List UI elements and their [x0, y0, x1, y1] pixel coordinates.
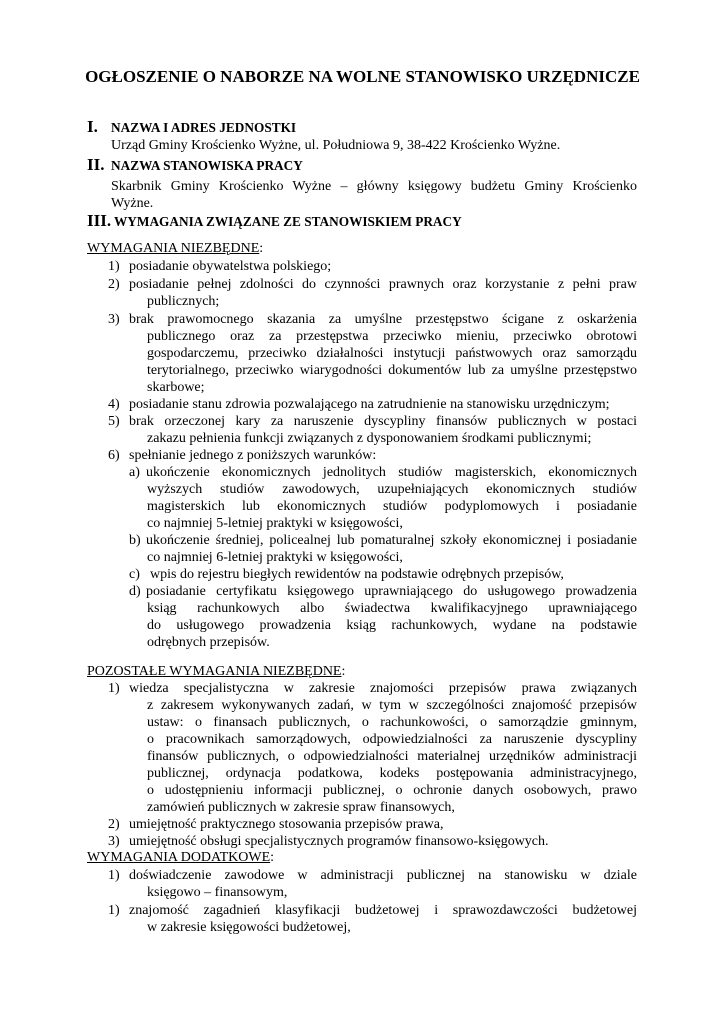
subitem-text: magisterskich lub ekonomicznych studiów podyplomowych i posiadanie: [147, 499, 637, 514]
item-text: w zakresie księgowości budżetowej,: [147, 920, 351, 935]
item-number: 5): [108, 414, 120, 429]
subitem-letter: b): [129, 533, 141, 548]
requirements-heading: [87, 663, 345, 680]
item-number: 6): [108, 448, 120, 463]
item-text: brak prawomocnego skazania za umyślne przestępstwo ścigane z oskarżenia: [129, 312, 637, 327]
subitem-text: wyższych studiów zawodowych, uzupełniających ekonomicznych studiów: [147, 482, 637, 497]
item-text: umiejętność praktycznego stosowania przepisów prawa,: [129, 817, 444, 832]
section-title: NAZWA I ADRES JEDNOSTKI: [111, 120, 297, 135]
subitem-text: wpis do rejestru biegłych rewidentów na podstawie odrębnych przepisów,: [150, 567, 564, 582]
subitem-letter: d): [129, 584, 141, 599]
heading-text: POZOSTAŁE WYMAGANIA NIEZBĘDNE: [87, 664, 342, 679]
item-text: księgowo – finansowym,: [147, 885, 288, 900]
item-text: posiadanie stanu zdrowia pozwalającego na zatrudnienie na stanowisku urzędniczym;: [129, 397, 610, 412]
item-text: o udostępnieniu informacji publicznej, o ochronie danych osobowych, prawo: [147, 783, 637, 798]
item-text: znajomość zagadnień klasyfikacji budżetowej i sprawozdawczości budżetowej: [129, 903, 637, 918]
item-number: 4): [108, 397, 120, 412]
section-text: Skarbnik Gminy Krościenko Wyżne – główny księgowy budżetu Gminy Krościenko: [111, 179, 637, 194]
item-text: z zakresem wykonywanych zadań, w tym w szczególności znajomość przepisów: [147, 698, 637, 713]
requirements-heading: [87, 240, 263, 257]
subitem-letter: a): [129, 465, 140, 480]
item-text: terytorialnego, przeciwko wiarygodności dokumentów lub za umyślne przestępstwo: [147, 363, 637, 378]
item-number: 3): [108, 834, 120, 849]
item-text: gospodarczemu, przeciwko działalności instytucji państwowych oraz samorządu: [147, 346, 637, 361]
subitem-text: co najmniej 6-letniej praktyki w księgowości,: [147, 550, 403, 565]
item-text: brak orzeczonej kary za naruszenie dyscypliny finansów publicznych w postaci: [129, 414, 637, 429]
subitem-text: odrębnych przepisów.: [147, 635, 270, 650]
heading-text: WYMAGANIA DODATKOWE: [87, 850, 271, 865]
item-text: posiadanie obywatelstwa polskiego;: [129, 259, 332, 274]
item-text: o pracownikach samorządowych, odpowiedzialności za naruszenie dyscypliny: [147, 732, 637, 747]
section-number: III.: [87, 211, 112, 230]
heading-colon: :: [341, 664, 346, 679]
item-number: 1): [108, 868, 120, 883]
item-text: ustaw: o finansach publicznych, o rachunkowości, o samorządzie gminnym,: [147, 715, 637, 730]
item-text: umiejętność obsługi specjalistycznych programów finansowo-księgowych.: [129, 834, 549, 849]
heading-colon: :: [270, 850, 275, 865]
item-text: zakazu pełnienia funkcji związanych z dysponowaniem środkami publicznymi;: [147, 431, 592, 446]
item-number: 1): [108, 259, 120, 274]
subitem-text: do usługowego prowadzenia ksiąg rachunkowych, wydane na podstawie: [147, 618, 637, 633]
subitem-text: co najmniej 5-letniej praktyki w księgowości,: [147, 516, 403, 531]
section-number: II.: [87, 155, 105, 174]
item-text: publicznego oraz za przestępstwa przeciwko mieniu, przeciwko obrotowi: [147, 329, 637, 344]
subitem-text: ukończenie ekonomicznych jednolitych studiów magisterskich, ekonomicznych: [146, 465, 637, 480]
item-number: 1): [108, 681, 120, 696]
subitem-text: ksiąg rachunkowych albo świadectwa kwalifikacyjnego uprawniającego: [147, 601, 637, 616]
section-title: WYMAGANIA ZWIĄZANE ZE STANOWISKIEM PRACY: [114, 214, 462, 229]
section-text: Wyżne.: [111, 196, 154, 211]
item-text: spełnianie jednego z poniższych warunków:: [129, 448, 377, 463]
item-number: 3): [108, 312, 120, 327]
requirements-heading: [87, 849, 274, 866]
item-text: skarbowe;: [147, 380, 205, 395]
item-text: publicznej, ordynacja podatkowa, kodeks postępowania administracyjnego,: [147, 766, 637, 781]
section-number: I.: [87, 117, 98, 136]
item-text: posiadanie pełnej zdolności do czynności prawnych oraz korzystanie z pełni praw: [129, 277, 637, 292]
item-text: publicznych;: [147, 294, 220, 309]
item-number: 1): [108, 903, 120, 918]
subitem-text: posiadanie certyfikatu księgowego uprawniającego do usługowego prowadzenia: [146, 584, 637, 599]
item-text: wiedza specjalistyczna w zakresie znajomości przepisów prawa związanych: [129, 681, 637, 696]
item-number: 2): [108, 817, 120, 832]
item-text: finansów publicznych, o odpowiedzialności materialnej urzędników administracji: [147, 749, 637, 764]
section-text: Urząd Gminy Krościenko Wyżne, ul. Południowa 9, 38-422 Krościenko Wyżne.: [111, 138, 561, 153]
heading-text: WYMAGANIA NIEZBĘDNE: [87, 241, 260, 256]
heading-colon: :: [259, 241, 264, 256]
item-text: zamówień publicznych w zakresie spraw finansowych,: [147, 800, 455, 815]
item-text: doświadczenie zawodowe w administracji publicznej na stanowisku w dziale: [129, 868, 637, 883]
document-title: OGŁOSZENIE O NABORZE NA WOLNE STANOWISKO URZĘDNICZE: [85, 67, 640, 86]
item-number: 2): [108, 277, 120, 292]
subitem-letter: c): [129, 567, 140, 582]
subitem-text: ukończenie średniej, policealnej lub pomaturalnej szkoły ekonomicznej i posiadanie: [146, 533, 637, 548]
section-title: NAZWA STANOWISKA PRACY: [111, 158, 303, 173]
